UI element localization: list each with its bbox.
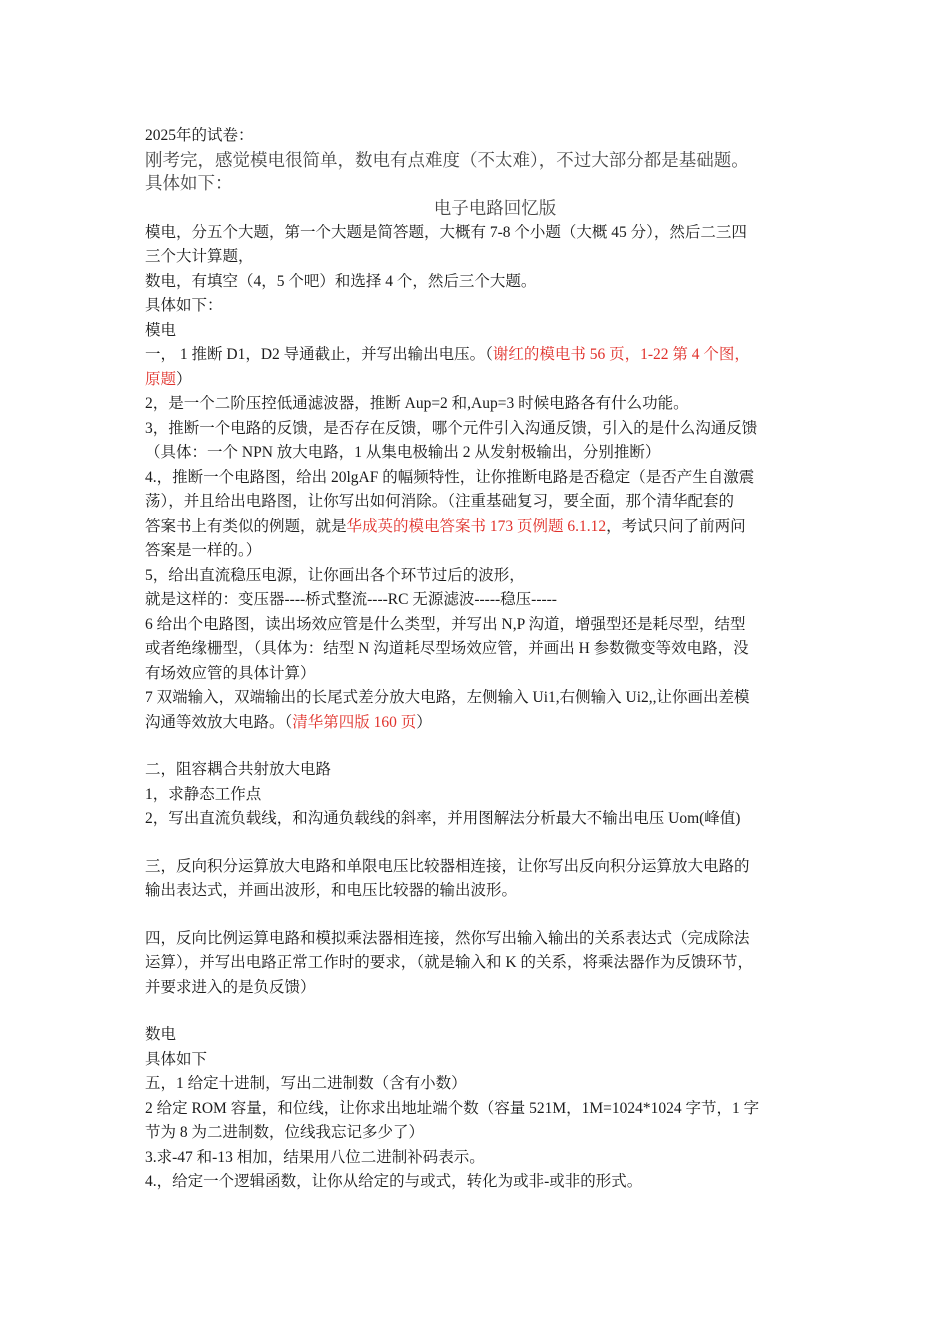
question-3-line-cont: （具体：一个 NPN 放大电路，1 从集电极输出 2 从发射极输出，分别推断） <box>145 444 661 461</box>
question-6-line: 6 给出个电路图，读出场效应管是什么类型，并写出 N,P 沟道，增强型还是耗尽型，结型 <box>145 615 746 633</box>
question-2-line: 2，是一个二阶压控低通滤波器，推断 Aup=2 和,Aup=3 时候电路各有什么功能。 <box>145 395 689 412</box>
spacer <box>145 832 825 855</box>
intro-line-2: 具体如下： <box>145 172 233 193</box>
q7-close: ） <box>416 713 432 731</box>
part-5-item-4: 4.，给定一个逻辑函数，让你从给定的与或式，转化为或非-或非的形式。 <box>145 1173 643 1190</box>
spacer <box>145 1000 825 1023</box>
document-title: 电子电路回忆版 <box>433 197 557 218</box>
spacer <box>145 904 825 927</box>
q1-close: ） <box>176 370 192 388</box>
part-3-line: 三，反向积分运算放大电路和单限电压比较器相连接，让你写出反向积分运算放大电路的 <box>145 857 750 875</box>
part-2-item: 2，写出直流负载线，和沟通负载线的斜率，并用图解法分析最大不输出电压 Uom(峰值) <box>145 810 741 827</box>
question-5-line: 5，给出直流稳压电源，让你画出各个环节过后的波形， <box>145 566 525 584</box>
section-heading-analog: 模电 <box>145 321 177 339</box>
part-4-line-cont: 运算），并写出电路正常工作时的要求，（就是输入和 K 的关系，将乘法器作为反馈环节， <box>145 954 753 971</box>
question-6-line-end: 有场效应管的具体计算） <box>145 664 316 682</box>
q1-reference-cont: 原题 <box>145 370 177 388</box>
question-5-line-cont: 就是这样的：变压器----桥式整流----RC 无源滤波-----稳压----- <box>145 591 557 608</box>
overview-line: 三个大计算题， <box>145 248 254 265</box>
question-7-line: 7 双端输入，双端输出的长尾式差分放大电路，左侧输入 Ui1,右侧输入 Ui2,,让你画出差模 <box>145 689 750 706</box>
q4-text-tail: ，考试只问了前两问 <box>606 517 746 535</box>
section-heading-digital: 数电 <box>145 1026 177 1043</box>
q4-text: 答案书上有类似的例题，就是 <box>145 517 347 535</box>
part-2-heading: 二，阻容耦合共射放大电路 <box>145 761 332 778</box>
part-5-item-3: 3.求-47 和-13 相加，结果用八位二进制补码表示。 <box>145 1148 485 1166</box>
overview-line: 具体如下： <box>145 297 223 314</box>
part-3-line-cont: 输出表达式，并画出波形，和电压比较器的输出波形。 <box>145 882 518 899</box>
part-5-line: 五，1 给定十进制，写出二进制数（含有小数） <box>145 1075 467 1092</box>
part-4-line-end: 并要求进入的是负反馈） <box>145 978 316 996</box>
part-5-item-2-cont: 节为 8 为二进制数，位线我忘记多少了） <box>145 1124 425 1141</box>
part-4-line: 四，反向比例运算电路和模拟乘法器相连接，然你写出输入输出的关系表达式（完成除法 <box>145 929 750 947</box>
question-6-line-cont: 或者绝缘栅型，（具体为：结型 N 沟道耗尽型场效应管，并画出 H 参数微变等效电路，没 <box>145 640 749 657</box>
part-5-item-2: 2 给定 ROM 容量，和位线，让你求出地址端个数（容量 521M，1M=1024*1024 字节，1 字 <box>145 1099 760 1117</box>
document-body <box>145 124 825 1195</box>
q7-text: 沟通等效放大电路。（ <box>145 713 293 731</box>
overview-line: 模电，分五个大题，第一个大题是简答题，大概有 7-8 个小题（大概 45 分），然后二三四 <box>145 223 747 241</box>
q7-reference: 清华第四版 160 页 <box>292 713 417 731</box>
intro-line: 刚考完，感觉模电很简单，数电有点难度（不太难），不过大部分都是基础题。 <box>145 149 749 170</box>
question-4-line-end: 答案是一样的。） <box>145 542 262 559</box>
digital-subheading: 具体如下 <box>145 1050 208 1068</box>
part-2-item: 1，求静态工作点 <box>145 785 262 803</box>
question-1-line-cont <box>145 368 825 393</box>
question-4-line: 4.，推断一个电路图，给出 20lgAF 的幅频特性，让你推断电路是否稳定（是否产生自激震 <box>145 468 755 486</box>
question-7-line-cont <box>145 711 825 736</box>
question-4-line-ref <box>145 515 825 540</box>
overview-line: 数电，有填空（4，5 个吧）和选择 4 个，然后三个大题。 <box>145 272 537 290</box>
q1-reference: 谢红的模电书 56 页，1-22 第 4 个图， <box>492 346 750 363</box>
question-4-line-cont: 荡），并且给出电路图，让你写出如何消除。（注重基础复习，要全面，那个清华配套的 <box>145 493 735 510</box>
spacer <box>145 735 825 758</box>
year-line: 2025年的试卷： <box>145 127 254 144</box>
q4-reference: 华成英的模电答案书 173 页例题 6.1.12 <box>346 517 607 535</box>
q1-text: 一， 1 推断 D1，D2 导通截止，并写出输出电压。（ <box>145 346 493 363</box>
question-1-line <box>145 343 825 368</box>
question-3-line: 3，推断一个电路的反馈，是否存在反馈，哪个元件引入沟通反馈，引入的是什么沟通反馈 <box>145 419 758 437</box>
